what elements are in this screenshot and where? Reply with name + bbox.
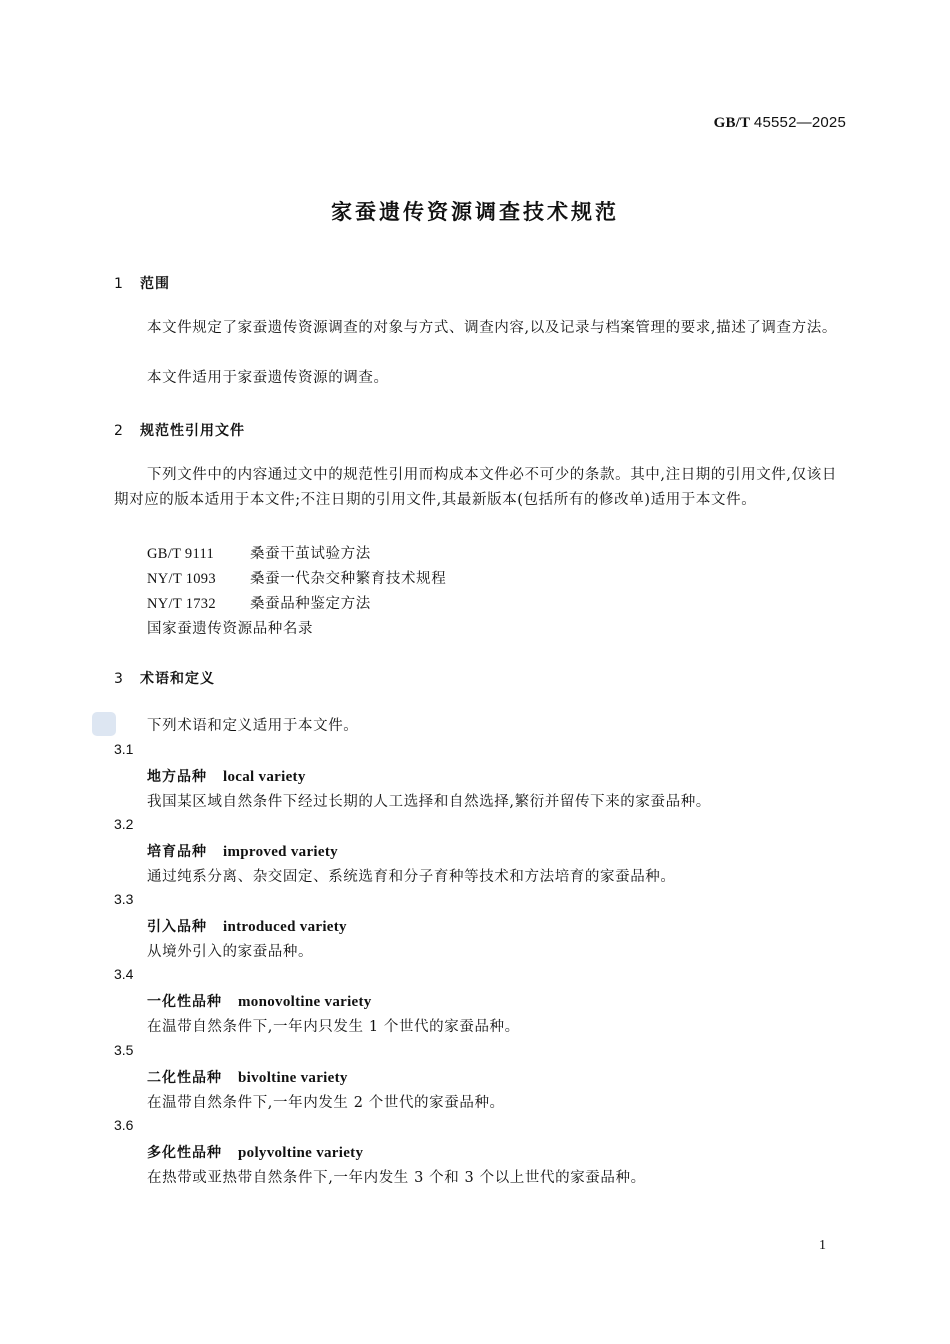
- term-definition: 在温带自然条件下,一年内发生 2 个世代的家蚕品种。: [147, 1095, 505, 1111]
- section-title: 范围: [140, 276, 170, 292]
- term-zh: 一化性品种: [147, 994, 222, 1010]
- reference-title: 桑蚕一代杂交种繁育技术规程: [250, 571, 447, 587]
- section-number: 1: [114, 276, 124, 292]
- term-en: introduced variety: [223, 919, 347, 935]
- term-number: 3.1: [114, 741, 134, 757]
- section-2-heading: [114, 420, 245, 440]
- term-number: 3.2: [114, 816, 134, 832]
- term-zh: 二化性品种: [147, 1070, 222, 1086]
- reference-code: NY/T 1732: [147, 596, 216, 612]
- term-en: improved variety: [223, 844, 338, 860]
- term-name: [147, 916, 347, 936]
- reference-code: NY/T 1093: [147, 571, 216, 587]
- term-name: [147, 1067, 348, 1087]
- term-name: [147, 1142, 363, 1162]
- reference-title: 桑蚕品种鉴定方法: [250, 596, 371, 612]
- term-definition: 我国某区域自然条件下经过长期的人工选择和自然选择,繁衍并留传下来的家蚕品种。: [147, 794, 711, 810]
- section-1-heading: [114, 273, 170, 293]
- term-en: monovoltine variety: [238, 994, 372, 1010]
- term-number: 3.3: [114, 891, 134, 907]
- scope-paragraph-2: 本文件适用于家蚕遗传资源的调查。: [147, 370, 389, 386]
- term-zh: 引入品种: [147, 919, 207, 935]
- term-name: [147, 766, 306, 786]
- section-title: 术语和定义: [140, 671, 215, 687]
- term-definition: 通过纯系分离、杂交固定、系统选育和分子育种等技术和方法培育的家蚕品种。: [147, 869, 676, 885]
- document-title: 家蚕遗传资源调查技术规范: [331, 200, 619, 224]
- reference-item: [147, 542, 371, 563]
- watermark-logo: [92, 712, 116, 736]
- term-name: [147, 991, 372, 1011]
- section-title: 规范性引用文件: [140, 423, 245, 439]
- reference-code: GB/T 9111: [147, 546, 215, 562]
- page-number: 1: [819, 1238, 826, 1253]
- term-definition: 在温带自然条件下,一年内只发生 1 个世代的家蚕品种。: [147, 1019, 520, 1035]
- term-en: local variety: [223, 769, 306, 785]
- term-number: 3.6: [114, 1117, 134, 1133]
- terms-intro: 下列术语和定义适用于本文件。: [147, 718, 359, 734]
- section-number: 3: [114, 671, 124, 687]
- standard-prefix: GB/T: [713, 115, 750, 131]
- term-zh: 多化性品种: [147, 1145, 222, 1161]
- term-definition: 从境外引入的家蚕品种。: [147, 944, 314, 960]
- term-number: 3.4: [114, 966, 134, 982]
- reference-item: [147, 567, 446, 588]
- term-definition: 在热带或亚热带自然条件下,一年内发生 3 个和 3 个以上世代的家蚕品种。: [147, 1170, 646, 1186]
- section-3-heading: [114, 668, 215, 688]
- normative-refs-intro: 下列文件中的内容通过文中的规范性引用而构成本文件必不可少的条款。其中,注日期的引用文件,仅该日期对应的版本适用于本文件;不注日期的引用文件,其最新版本(包括所有的修改单)适用于本文件。: [114, 467, 837, 508]
- term-name: [147, 841, 338, 861]
- term-number: 3.5: [114, 1042, 134, 1058]
- reference-title: 桑蚕干茧试验方法: [250, 546, 371, 562]
- reference-extra: 国家蚕遗传资源品种名录: [147, 621, 314, 637]
- standard-code: [714, 114, 846, 132]
- reference-item: [147, 592, 371, 613]
- term-en: bivoltine variety: [238, 1070, 348, 1086]
- standard-number: 45552—2025: [753, 114, 846, 131]
- section-number: 2: [114, 423, 124, 439]
- term-zh: 培育品种: [147, 844, 207, 860]
- scope-paragraph-1: 本文件规定了家蚕遗传资源调查的对象与方式、调查内容,以及记录与档案管理的要求,描述了调查方法。: [147, 320, 837, 336]
- term-en: polyvoltine variety: [238, 1145, 364, 1161]
- term-zh: 地方品种: [147, 769, 207, 785]
